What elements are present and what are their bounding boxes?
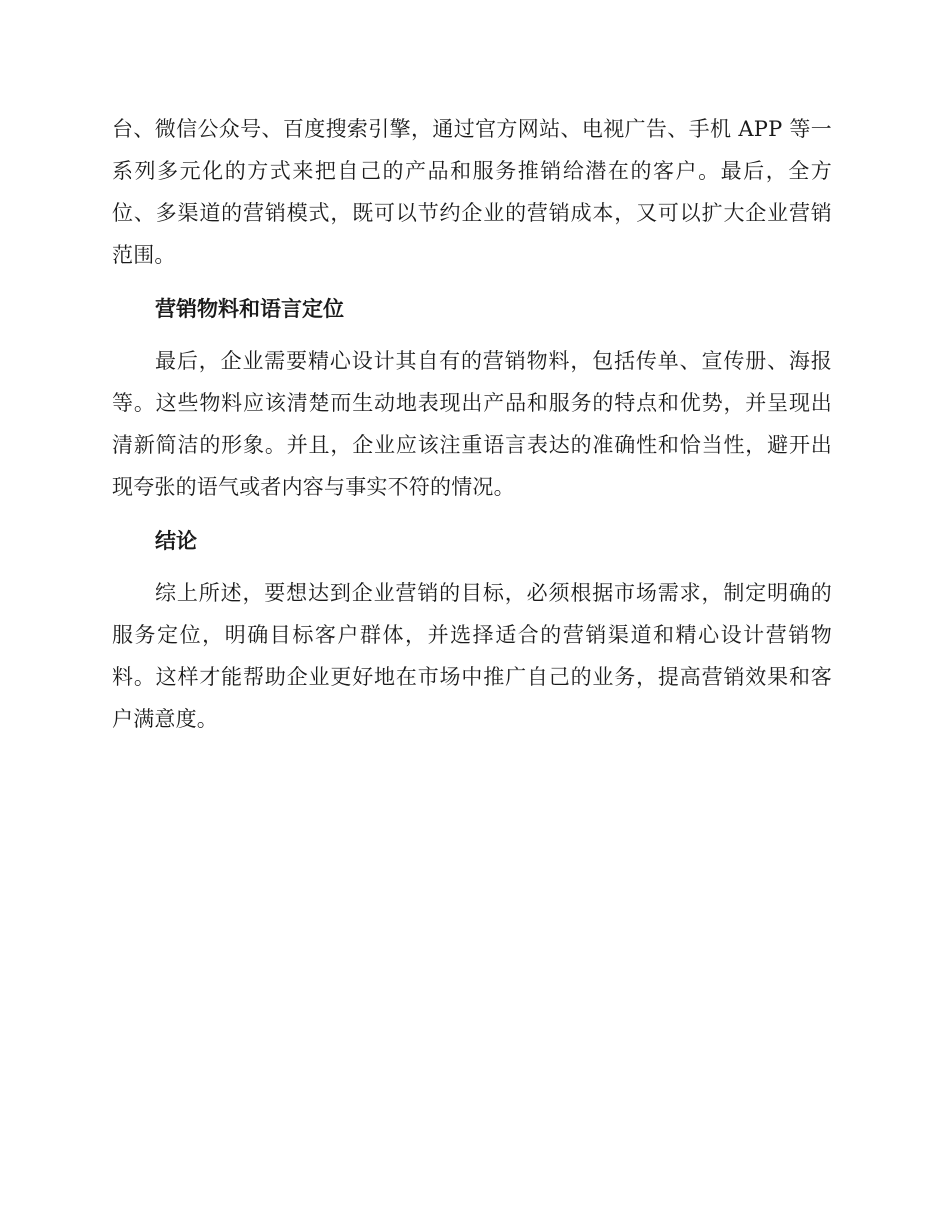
document-page xyxy=(112,108,832,740)
section-heading-conclusion: 结论 xyxy=(155,529,197,553)
section-heading-marketing-materials: 营销物料和语言定位 xyxy=(155,297,344,321)
continuation-paragraph: 台、微信公众号、百度搜索引擎，通过官方网站、电视广告、手机 APP 等一系列多元化的方式来把自己的产品和服务推销给潜在的客户。最后，全方位、多渠道的营销模式，既可以节约企业的营销成本，又可以扩大企业营销范围。 xyxy=(112,117,832,267)
section-paragraph-conclusion: 综上所述，要想达到企业营销的目标，必须根据市场需求，制定明确的服务定位，明确目标客户群体，并选择适合的营销渠道和精心设计营销物料。这样才能帮助企业更好地在市场中推广自己的业务，提高营销效果和客户满意度。 xyxy=(112,581,832,731)
section-paragraph-marketing-materials: 最后，企业需要精心设计其自有的营销物料，包括传单、宣传册、海报等。这些物料应该清楚而生动地表现出产品和服务的特点和优势，并呈现出清新简洁的形象。并且，企业应该注重语言表达的准确性和恰当性，避开出现夸张的语气或者内容与事实不符的情况。 xyxy=(112,349,832,499)
